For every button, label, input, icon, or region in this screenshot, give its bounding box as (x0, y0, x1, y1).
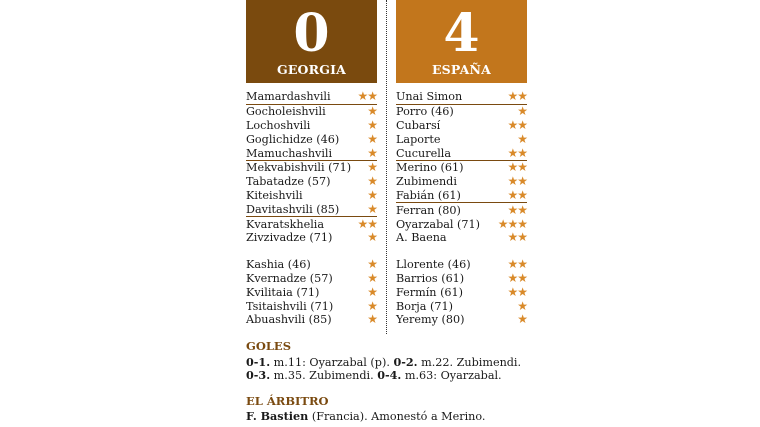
rating-stars-icon: ★ (367, 312, 377, 327)
column-divider (386, 0, 387, 334)
player-name: Fabián (61) (396, 188, 461, 202)
player-name: Borja (71) (396, 299, 453, 313)
player-row (246, 146, 377, 161)
rating-stars-icon: ★ (367, 187, 377, 202)
player-name: Laporte (396, 132, 441, 146)
player-row (246, 313, 377, 327)
rating-stars-icon: ★★ (507, 202, 527, 217)
player-name: Unai Simon (396, 90, 463, 104)
away-score: 4 (443, 3, 480, 64)
rating-stars-icon: ★★ (507, 160, 527, 175)
player-name: A. Baena (396, 231, 447, 245)
away-team-name: ESPAÑA (431, 62, 492, 77)
goal-score: 0-2. (393, 354, 418, 369)
player-row (396, 90, 527, 105)
rating-stars-icon: ★ (517, 104, 527, 119)
rating-stars-icon: ★★ (357, 216, 377, 231)
match-summary (246, 340, 536, 424)
rating-stars-icon: ★ (367, 270, 377, 285)
player-name: Zivzivadze (71) (246, 231, 333, 245)
goals-heading: GOLES (246, 339, 291, 353)
rating-stars-icon: ★ (367, 257, 377, 272)
home-team-column (246, 0, 377, 327)
player-name: Tabatadze (57) (246, 175, 331, 189)
player-name: Kiteishvili (246, 188, 303, 202)
player-row (246, 217, 377, 231)
player-name: Mekvabishvili (71) (246, 161, 352, 175)
player-name: Lochoshvili (246, 118, 311, 132)
player-row (246, 202, 377, 217)
referee-text (246, 410, 536, 424)
player-name: Goglichidze (46) (246, 132, 340, 146)
player-row (246, 175, 377, 189)
player-row (246, 189, 377, 203)
rating-stars-icon: ★ (367, 298, 377, 313)
player-row (396, 272, 527, 286)
player-row (396, 161, 527, 175)
player-name: Fermín (61) (396, 285, 464, 299)
player-row (396, 189, 527, 204)
rating-stars-icon: ★ (367, 160, 377, 175)
player-name: Barrios (61) (396, 271, 465, 285)
player-row (396, 299, 527, 313)
rating-stars-icon: ★★ (507, 145, 527, 160)
rating-stars-icon: ★ (517, 312, 527, 327)
referee-name: F. Bastien (246, 409, 309, 423)
goal-detail: m.11: Oyarzabal (p). (270, 355, 394, 369)
player-name: Tsitaishvili (71) (246, 299, 334, 313)
player-row (246, 119, 377, 133)
home-score-box (246, 0, 377, 83)
rating-stars-icon: ★ (367, 104, 377, 119)
rating-stars-icon: ★ (517, 131, 527, 146)
player-name: Mamuchashvili (246, 146, 333, 160)
rating-stars-icon: ★ (367, 145, 377, 160)
rating-stars-icon: ★ (367, 284, 377, 299)
player-row (246, 285, 377, 299)
player-name: Merino (61) (396, 161, 464, 175)
player-name: Yeremy (80) (396, 313, 465, 327)
player-name: Cubarsí (396, 118, 441, 132)
rating-stars-icon: ★★ (507, 89, 527, 104)
player-row (246, 161, 377, 175)
rating-stars-icon: ★ (367, 131, 377, 146)
goals-text (246, 356, 536, 383)
player-name: Llorente (46) (396, 258, 471, 272)
rating-stars-icon: ★ (367, 174, 377, 189)
player-row (246, 258, 377, 272)
player-name: Abuashvili (85) (246, 313, 332, 327)
rating-stars-icon: ★★ (507, 284, 527, 299)
goal-detail: m.22. Zubimendi. (417, 355, 522, 369)
player-name: Kashia (46) (246, 258, 311, 272)
rating-stars-icon: ★★★ (497, 216, 527, 231)
goal-score: 0-1. (246, 354, 271, 369)
rating-stars-icon: ★★ (357, 89, 377, 104)
rating-stars-icon: ★★ (507, 187, 527, 202)
player-name: Kvaratskhelia (246, 217, 325, 231)
player-row (396, 231, 527, 245)
rating-stars-icon: ★★ (507, 257, 527, 272)
rating-stars-icon: ★★ (507, 230, 527, 245)
player-row (396, 105, 527, 119)
goal-detail: m.35. Zubimendi. (270, 369, 378, 382)
home-score: 0 (293, 3, 330, 64)
player-row (396, 146, 527, 161)
goal-detail: m.63: Oyarzabal. (401, 369, 502, 382)
player-row (396, 132, 527, 146)
player-name: Cucurella (396, 146, 452, 160)
away-team-column (396, 0, 527, 327)
player-row (246, 299, 377, 313)
player-row (246, 90, 377, 105)
referee-detail: (Francia). Amonestó a Merino. (308, 410, 486, 423)
goal-score: 0-4. (377, 368, 402, 382)
away-score-box (396, 0, 527, 83)
player-row (396, 285, 527, 299)
player-name: Kvilitaia (71) (246, 285, 320, 299)
rating-stars-icon: ★ (367, 230, 377, 245)
goal-score: 0-3. (246, 368, 271, 382)
referee-heading: EL ÁRBITRO (246, 393, 329, 408)
home-starters-list (246, 90, 377, 245)
player-row (246, 132, 377, 146)
player-row (396, 258, 527, 272)
player-name: Gocholeishvili (246, 105, 326, 119)
player-row (396, 313, 527, 327)
player-row (246, 231, 377, 245)
player-name: Kvernadze (57) (246, 271, 333, 285)
player-row (396, 119, 527, 133)
rating-stars-icon: ★★ (507, 174, 527, 189)
home-team-name: GEORGIA (276, 62, 347, 77)
player-name: Mamardashvili (246, 90, 331, 104)
player-name: Porro (46) (396, 105, 454, 119)
player-name: Oyarzabal (71) (396, 217, 481, 231)
player-name: Ferran (80) (396, 203, 461, 217)
rating-stars-icon: ★★ (507, 117, 527, 132)
rating-stars-icon: ★★ (507, 270, 527, 285)
player-row (396, 217, 527, 231)
player-row (246, 105, 377, 119)
away-subs-list (396, 258, 527, 327)
rating-stars-icon: ★ (517, 298, 527, 313)
away-starters-list (396, 90, 527, 245)
player-row (396, 175, 527, 189)
rating-stars-icon: ★ (367, 201, 377, 216)
player-name: Zubimendi (396, 175, 457, 189)
rating-stars-icon: ★ (367, 117, 377, 132)
player-row (246, 272, 377, 286)
player-row (396, 203, 527, 217)
player-name: Davitashvili (85) (246, 202, 340, 216)
home-subs-list (246, 258, 377, 327)
